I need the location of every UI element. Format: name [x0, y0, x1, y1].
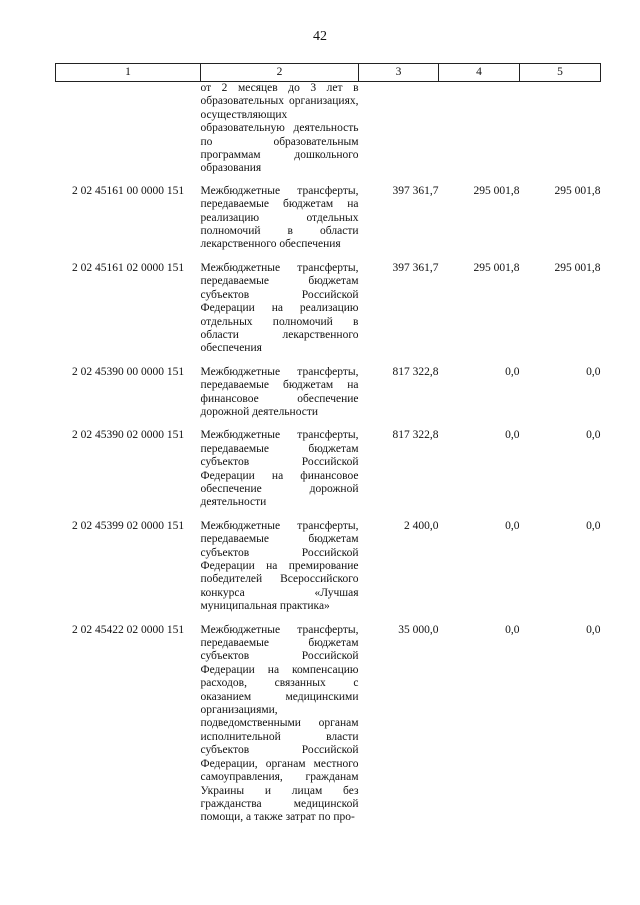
value-cell-col4: 0,0 [505, 519, 520, 532]
table-row [56, 262, 601, 366]
value-cell-col5: 0,0 [586, 519, 601, 532]
table-row [56, 185, 601, 262]
value-cell-col3: 817 322,8 [392, 429, 439, 442]
page-number: 42 [313, 29, 327, 44]
table-row [56, 366, 601, 430]
value-cell-col5: 0,0 [586, 365, 601, 378]
column-header-3: 3 [359, 64, 439, 82]
column-header-5: 5 [520, 64, 601, 82]
table-row [56, 624, 601, 835]
code-cell: 2 02 45390 00 0000 151 [71, 365, 185, 378]
description-cell: Межбюджетные трансферты, передаваемые бюджетам на реализацию отдельных полномочий в области лекарственного обеспечения [200, 184, 359, 251]
description-cell: Межбюджетные трансферты, передаваемые бюджетам субъектов Российской Федерации на компенсацию расходов, связанных с оказанием медицинскими организациями, подведомственными органам исполнительной власти субъектов Российской Федерации, органам местного самоуправления, гражданам Украины и лицам без гражданства медицинской помощи, а также затрат по про- [200, 623, 359, 824]
column-header-1: 1 [56, 64, 201, 82]
code-cell: 2 02 45422 02 0000 151 [71, 623, 185, 636]
description-cell: от 2 месяцев до 3 лет в образовательных организациях, осуществляющих образовательную деятельность по образовательным программам дошкольного образования [200, 82, 359, 175]
value-cell-col4: 295 001,8 [473, 261, 520, 274]
value-cell-col4: 0,0 [505, 429, 520, 442]
description-cell: Межбюджетные трансферты, передаваемые бюджетам субъектов Российской Федерации на реализацию отдельных полномочий в области лекарственного обеспечения [200, 261, 359, 355]
value-cell-col5: 295 001,8 [554, 184, 601, 197]
value-cell-col5: 0,0 [586, 429, 601, 442]
value-cell-col5: 0,0 [586, 623, 601, 636]
table-row [56, 429, 601, 519]
header-row [56, 64, 601, 82]
code-cell: 2 02 45161 00 0000 151 [71, 184, 185, 197]
value-cell [520, 82, 601, 185]
description-cell: Межбюджетные трансферты, передаваемые бюджетам субъектов Российской Федерации на премирование победителей Всероссийского конкурса «Лучшая муниципальная практика» [200, 519, 359, 613]
column-header-2: 2 [201, 64, 359, 82]
value-cell-col3: 35 000,0 [398, 623, 439, 636]
value-cell-col4: 0,0 [505, 623, 520, 636]
code-cell: 2 02 45390 02 0000 151 [71, 429, 185, 442]
value-cell-col4: 0,0 [505, 365, 520, 378]
code-cell: 2 02 45399 02 0000 151 [71, 519, 185, 532]
code-cell [56, 82, 201, 185]
code-cell: 2 02 45161 02 0000 151 [71, 261, 185, 274]
table-row [56, 520, 601, 624]
column-header-4: 4 [439, 64, 520, 82]
value-cell [359, 82, 439, 185]
value-cell-col3: 397 361,7 [392, 184, 439, 197]
value-cell [439, 82, 520, 185]
value-cell-col3: 397 361,7 [392, 261, 439, 274]
budget-table [55, 63, 601, 835]
table-row-continuation [56, 82, 601, 185]
value-cell-col4: 295 001,8 [473, 184, 520, 197]
description-cell: Межбюджетные трансферты, передаваемые бюджетам субъектов Российской Федерации на финансовое обеспечение дорожной деятельности [200, 429, 359, 509]
value-cell-col5: 295 001,8 [554, 261, 601, 274]
value-cell-col3: 817 322,8 [392, 365, 439, 378]
description-cell: Межбюджетные трансферты, передаваемые бюджетам на финансовое обеспечение дорожной деятельности [200, 365, 359, 418]
value-cell-col3: 2 400,0 [404, 519, 439, 532]
